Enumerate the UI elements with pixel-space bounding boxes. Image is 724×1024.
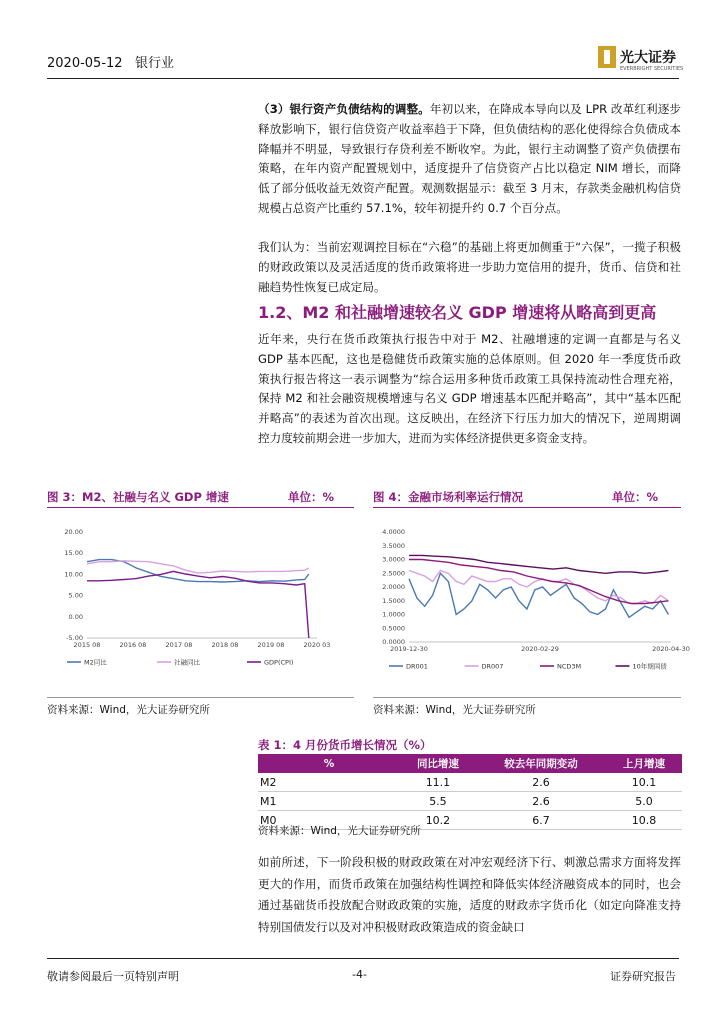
figure4-chart (373, 520, 690, 690)
legend-label: NCD3M (557, 662, 582, 671)
x-tick-label: 2016 08 (119, 641, 147, 649)
header-date-industry (47, 52, 174, 71)
y-tick-label: 1.0000 (382, 610, 405, 619)
table-cell: M0 (258, 811, 400, 830)
x-tick-label: 2015 08 (73, 641, 101, 649)
figure4-title: 图 4：金融市场利率运行情况 (373, 490, 524, 504)
legend-label: 社融同比 (174, 658, 200, 667)
legend-label: M2同比 (84, 658, 107, 667)
legend-label: GDP(CPI) (264, 658, 294, 667)
logo-mark-icon (598, 46, 616, 68)
chart-market-rates (373, 520, 690, 690)
paragraph-heading: （3）银行资产负债结构的调整。 (258, 102, 430, 116)
y-tick-label: 5.00 (68, 591, 83, 600)
table-cell: 11.1 (400, 773, 476, 792)
table-cell: 5.0 (606, 792, 682, 811)
paragraph-m2-policy: 近年来，央行在货币政策执行报告中对于 M2、社融增速的定调一直都是与名义 GDP 基本匹配，这也是稳健货币政策实施的总体原则。但 2020 年一季度货币政策执行报告将这一表示调整为“综合运用多种货币政策工具保持流动性合理充裕，保持 M2 和社会融资规模增速与名义 GDP 增速基本匹配并略高”，其中“基本匹配并略高”的表述为首次出现。这反映出，在经济下行压力加大的情况下，逆周期调控力度较前期会进一步加大，进而为实体经济提供更多资金支持。 (258, 332, 681, 445)
section-title: 1.2、M2 和社融增速较名义 GDP 增速将从略高到更高 (258, 303, 657, 322)
paragraph-body: 年初以来，在降成本导向以及 LPR 改革红利逐步释放影响下，银行信贷资产收益率趋于下降，但负债结构的恶化使得综合负债成本降幅并不明显，导致银行存贷利差不断收窄。为此，银行主动调整了资产负债摆布策略，在年内资产配置规划中，适度提升了信贷资产占比以稳定 NIM 增长，而降低了部分低收益无效资产配置。观测数据显示：截至 3 月末，存款类金融机构信贷规模占总资产比重约 57.1%，较年初提升约 0.7 个百分点。 (258, 102, 681, 215)
figure3-chart (47, 520, 354, 690)
table-header-cell: 较去年同期变动 (476, 754, 606, 773)
logo-text-en: EVERBRIGHT SECURITIES (620, 66, 684, 72)
table-header-cell: 同比增速 (400, 754, 476, 773)
x-tick-label: 2017 08 (165, 641, 193, 649)
report-date: 2020-05-12 (47, 56, 123, 71)
series-line (409, 571, 668, 604)
footer-disclaimer: 敬请参阅最后一页特别声明 (47, 970, 179, 983)
y-tick-label: -5.00 (66, 634, 83, 642)
series-line (87, 561, 309, 573)
industry-label: 银行业 (134, 56, 174, 71)
series-line (409, 555, 668, 573)
footer-divider (47, 958, 679, 959)
table-cell: 10.1 (606, 773, 682, 792)
figure4-divider (373, 507, 681, 508)
x-tick-label: 2020-02-29 (521, 645, 559, 653)
figure4-source: 资料来源：Wind，光大证券研究所 (373, 704, 536, 716)
footer-report-type: 证券研究报告 (610, 970, 676, 983)
figure3-unit: 单位：% (288, 490, 335, 504)
x-tick-label: 2019-12-30 (390, 645, 428, 653)
table-cell: 10.8 (606, 811, 682, 830)
table-cell: 5.5 (400, 792, 476, 811)
figure3-bottom-divider (47, 697, 354, 698)
table-header-row (258, 754, 682, 773)
y-tick-label: 20.00 (64, 528, 83, 536)
legend-label: 10年期国债 (632, 662, 667, 671)
figure3-divider (47, 507, 354, 508)
chart-m2-gdp (47, 520, 354, 690)
y-tick-label: 3.5000 (382, 541, 405, 550)
x-tick-label: 2019 08 (257, 641, 285, 649)
table-cell: 2.6 (476, 792, 606, 811)
company-logo (598, 46, 684, 72)
legend-label: DR007 (481, 662, 504, 671)
y-tick-label: 3.0000 (382, 555, 405, 564)
table-title: 表 1：4 月份货币增长情况（%） (258, 738, 432, 752)
figure3-title: 图 3：M2、社融与名义 GDP 增速 (47, 490, 229, 504)
y-tick-label: 0.00 (68, 612, 83, 621)
table-row (258, 792, 682, 811)
logo-text: 光大证券 (620, 50, 676, 66)
money-growth-table (258, 754, 682, 830)
y-tick-label: 10.00 (64, 570, 83, 579)
paragraph-balance-sheet (258, 100, 681, 219)
table-cell: 2.6 (476, 773, 606, 792)
table-row (258, 773, 682, 792)
x-tick-label: 2020-04-30 (652, 645, 690, 653)
table-header-cell: 上月增速 (606, 754, 682, 773)
figure3-source: 资料来源：Wind，光大证券研究所 (47, 704, 210, 716)
paragraph-fiscal: 如前所述，下一阶段积极的财政政策在对冲宏观经济下行、刺激总需求方面将发挥更大的作用，而货币政策在加强结构性调控和降低实体经济融资成本的同时，也会通过基础货币投放配合财政政策的实施，适度的财政赤字货币化（如定向降准支持特别国债发行以及对冲积极财政政策造成的资金缺口 (258, 855, 681, 934)
header-divider (47, 78, 679, 79)
table-cell: M2 (258, 773, 400, 792)
table-cell: M1 (258, 792, 400, 811)
legend-label: DR001 (406, 662, 428, 671)
y-tick-label: 0.0000 (382, 638, 405, 646)
figure4-unit: 单位：% (612, 490, 659, 504)
y-tick-label: 0.5000 (382, 624, 405, 633)
y-tick-label: 15.00 (64, 549, 83, 558)
x-tick-label: 2018 08 (211, 641, 239, 649)
table-cell: 6.7 (476, 811, 606, 830)
page-number: -4- (352, 968, 367, 981)
y-tick-label: 1.5000 (382, 596, 405, 605)
table-source: 资料来源：Wind，光大证券研究所 (258, 825, 421, 837)
y-tick-label: 2.5000 (382, 569, 405, 578)
y-tick-label: 2.0000 (382, 583, 405, 591)
table-header-cell: % (258, 754, 400, 773)
paragraph-view: 我们认为：当前宏观调控目标在“六稳”的基础上将更加侧重于“六保”，一揽子积极的财政政策以及灵活适度的货币政策将进一步助力宽信用的提升，货币、信贷和社融趋势性恢复已成定局。 (258, 240, 681, 294)
figure4-bottom-divider (373, 697, 681, 698)
table-cell: 10.2 (400, 811, 476, 830)
x-tick-label: 2020 03 (303, 641, 331, 649)
y-tick-label: 4.0000 (382, 528, 405, 536)
